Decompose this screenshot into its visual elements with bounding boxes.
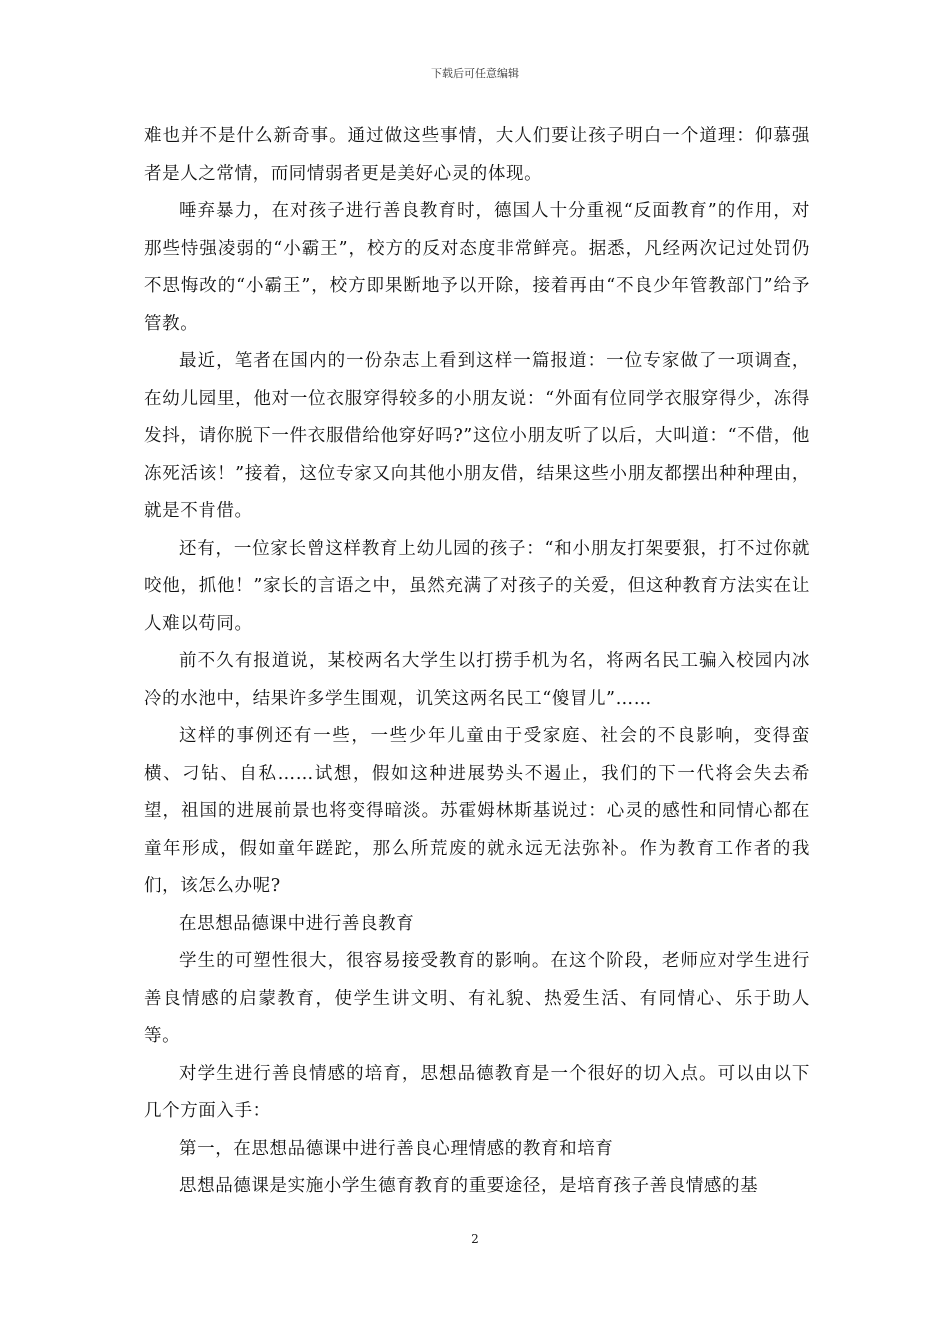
page-number bbox=[0, 1232, 950, 1246]
header-text: 下载后可任意编辑 bbox=[431, 67, 519, 80]
page-header bbox=[0, 67, 950, 81]
paragraph-6: 这样的事例还有一些，一些少年儿童由于受家庭、社会的不良影响，变得蛮横、刁钻、自私……试想，假如这种进展势头不遏止，我们的下一代将会失去希望，祖国的进展前景也将变得暗淡。苏霍姆林斯基说过：心灵的感性和同情心都在童年形成，假如童年蹉跎，那么所荒废的就永远无法弥补。作为教育工作者的我们，该怎么办呢? bbox=[144, 726, 810, 896]
paragraph-1: 难也并不是什么新奇事。通过做这些事情，大人们要让孩子明白一个道理：仰慕强者是人之常情，而同情弱者更是美好心灵的体现。 bbox=[144, 126, 810, 184]
paragraph-4: 还有，一位家长曾这样教育上幼儿园的孩子：“和小朋友打架要狠，打不过你就咬他，抓他！”家长的言语之中，虽然充满了对孩子的关爱，但这种教育方法实在让人难以苟同。 bbox=[144, 538, 810, 634]
paragraph-8: 对学生进行善良情感的培育，思想品德教育是一个很好的切入点。可以由以下几个方面入手： bbox=[144, 1063, 810, 1121]
document-body bbox=[144, 118, 810, 1206]
subsection-heading: 第一，在思想品德课中进行善良心理情感的教育和培育 bbox=[179, 1138, 614, 1159]
paragraph-7: 学生的可塑性很大，很容易接受教育的影响。在这个阶段，老师应对学生进行善良情感的启蒙教育，使学生讲文明、有礼貌、热爱生活、有同情心、乐于助人等。 bbox=[144, 951, 810, 1046]
paragraph-9: 思想品德课是实施小学生德育教育的重要途径，是培育孩子善良情感的基 bbox=[179, 1176, 759, 1196]
paragraph-2: 唾弃暴力，在对孩子进行善良教育时，德国人十分重视“反面教育”的作用，对那些恃强凌弱的“小霸王”，校方的反对态度非常鲜亮。据悉，凡经两次记过处罚仍不思悔改的“小霸王”，校方即果断地予以开除，接着再由“不良少年管教部门”给予管教。 bbox=[144, 201, 810, 334]
paragraph-5: 前不久有报道说，某校两名大学生以打捞手机为名，将两名民工骗入校园内冰冷的水池中，结果许多学生围观，讥笑这两名民工“傻冒儿”…… bbox=[144, 651, 810, 709]
page-number-text: 2 bbox=[471, 1232, 479, 1246]
section-heading: 在思想品德课中进行善良教育 bbox=[179, 913, 415, 934]
paragraph-3: 最近，笔者在国内的一份杂志上看到这样一篇报道：一位专家做了一项调查，在幼儿园里，他对一位衣服穿得较多的小朋友说：“外面有位同学衣服穿得少，冻得发抖，请你脱下一件衣服借给他穿好吗?”这位小朋友听了以后，大叫道：“不借，他冻死活该！”接着，这位专家又向其他小朋友借，结果这些小朋友都摆出种种理由，就是不肯借。 bbox=[144, 351, 810, 521]
